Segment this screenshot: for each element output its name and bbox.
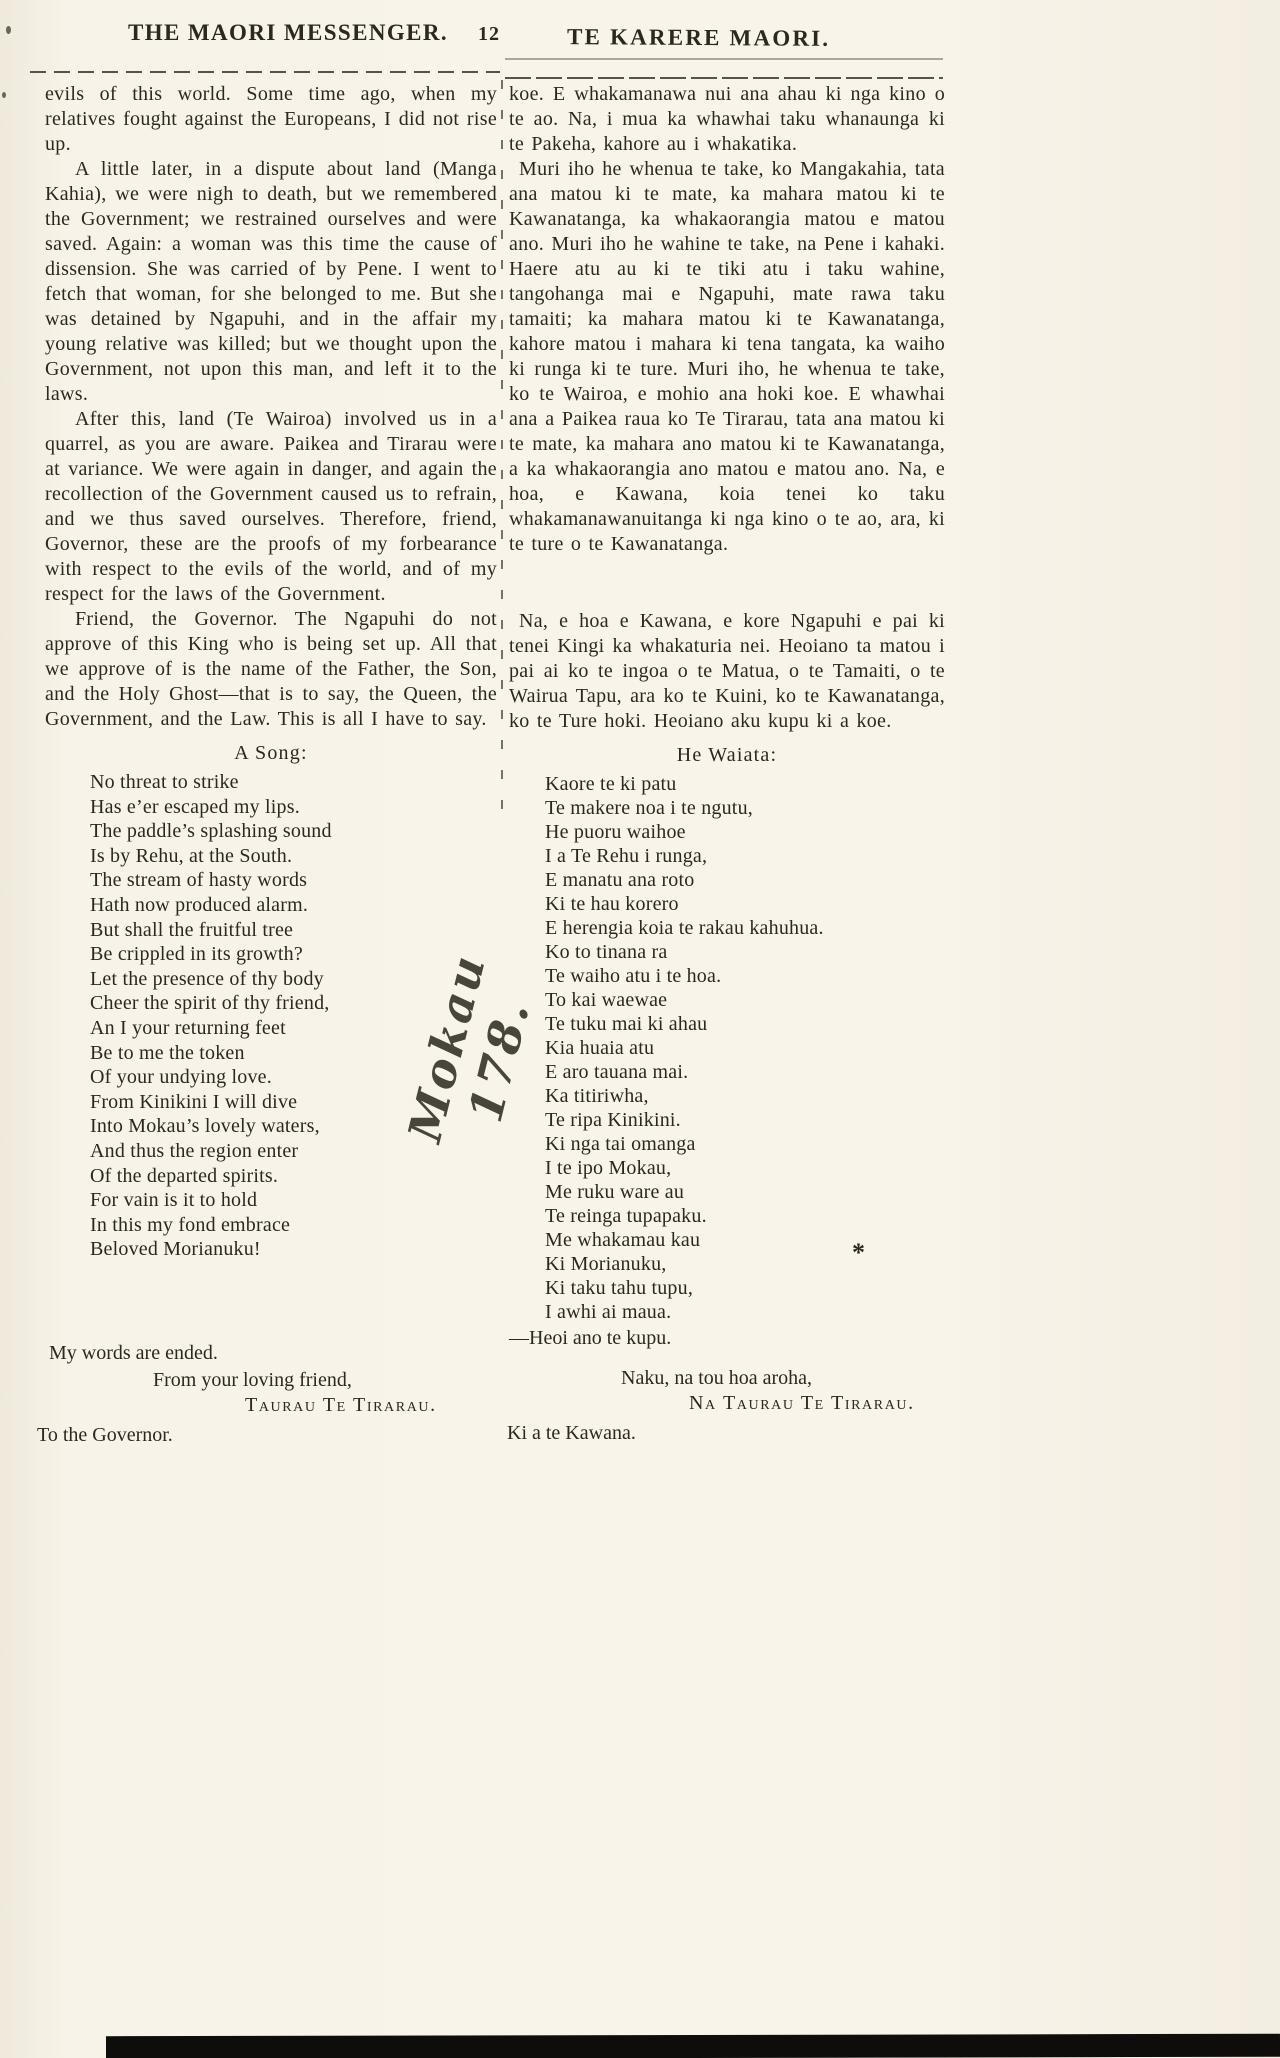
waiata-closing-line: —Heoi ano te kupu.: [509, 1327, 672, 1349]
poem-line: I awhi ai maua.: [545, 1301, 672, 1323]
song-poem: [90, 770, 497, 1262]
waiata-heading: He Waiata:: [676, 744, 778, 766]
header-rule-right: [505, 77, 943, 79]
right-signature: Na Taurau Te Tirarau.: [689, 1392, 915, 1414]
poem-line: I a Te Rehu i runga,: [545, 845, 708, 867]
poem-line: Me whakamau kau: [545, 1229, 701, 1251]
poem-line: Beloved Morianuku!: [90, 1238, 261, 1261]
poem-line: Let the presence of thy body: [90, 967, 324, 990]
poem-line: Into Mokau’s lovely waters,: [90, 1115, 320, 1138]
paragraph: A little later, in a dispute about land (Manga Kahia), we were nigh to death, but we remembered the Government; we restrained ourselves and were saved. Again: a woman was this time the cause of dissension. She was carried of by Pene. I went to fetch that woman, for she belonged to me. But she was detained by Ngapuhi, and in the affair my young relative was killed; but we thought upon the Government, not upon this man, and left it to the laws.: [45, 158, 497, 405]
poem-line: Te waiho atu i te hoa.: [545, 965, 722, 987]
left-closing: [37, 1340, 497, 1449]
left-signature: Taurau Te Tirarau.: [245, 1393, 437, 1416]
song-heading: A Song:: [234, 742, 308, 764]
signoff-addressee: Ki a te Kawana.: [507, 1422, 636, 1444]
poem-line: E manatu ana roto: [545, 869, 695, 891]
poem-line: Cheer the spirit of thy friend,: [90, 992, 330, 1015]
poem-line: The stream of hasty words: [90, 869, 308, 892]
poem-line: Of your undying love.: [90, 1066, 272, 1089]
poem-line: Kia huaia atu: [545, 1037, 655, 1059]
poem-line: E herengia koia te rakau kahuhua.: [545, 917, 824, 939]
poem-line: Ko to tinana ra: [545, 941, 668, 963]
poem-line: I te ipo Mokau,: [545, 1157, 672, 1179]
closing-from-friend: From your loving friend,: [153, 1368, 352, 1391]
poem-line: Be to me the token: [90, 1041, 245, 1064]
ink-mark-asterisk: *: [852, 1238, 865, 1267]
right-column: [509, 82, 945, 1447]
poem-line: No threat to strike: [90, 771, 239, 793]
poem-line: Te makere noa i te ngutu,: [545, 797, 753, 819]
poem-line: The paddle’s splashing sound: [90, 820, 332, 843]
closing-to-governor: To the Governor.: [37, 1423, 173, 1446]
right-closing: [509, 1364, 945, 1447]
poem-line: Ka titiriwha,: [545, 1085, 649, 1107]
paragraph: After this, land (Te Wairoa) involved us in a quarrel, as you are aware. Paikea and Tirarau were at variance. We were again in danger, and again the recollection of the Government caused us to refrain, and we thus saved ourselves. Therefore, friend, Governor, these are the proofs of my forbearance with respect to the evils of the world, and of my respect for the laws of the Government.: [45, 408, 497, 605]
closing-my-words: My words are ended.: [49, 1341, 218, 1364]
paragraph: Na, e hoa e Kawana, e kore Ngapuhi e pai ki tenei Kingi ka whakaturia nei. Heoiano ta matou i pai ai ko te ingoa o te Matua, o te Tamaiti, o te Wairua Tapu, ara ko te Kuini, ko te Kawanatanga, ko te Ture hoki. Heoiano aku kupu ki a koe.: [509, 610, 945, 732]
poem-line: Me ruku ware au: [545, 1181, 685, 1203]
poem-line: Is by Rehu, at the South.: [90, 844, 293, 867]
ink-speck: [2, 92, 6, 98]
ink-speck: [6, 26, 11, 34]
poem-line: In this my fond embrace: [90, 1213, 291, 1236]
poem-line: For vain is it to hold: [90, 1189, 258, 1212]
paragraph: Muri iho he whenua te take, ko Mangakahia, tata ana matou ki te mate, ka mahara matou ki te Kawanatanga, ka whakaorangia matou e matou ano. Muri iho he wahine te take, na Pene i kahaki. Haere atu au ki te tiki atu i taku wahine, tangohanga mai e Ngapuhi, mate rawa taku tamaiti; ka mahara matou ki te Kawanatanga, kahore matou i mahara ki tena tangata, ka waiho ki runga ki te ture. Muri iho, he whenua te take, ko te Wairoa, e mohio ana hoki koe. E whawhai ana a Paikea raua ko Te Tirarau, tata ana matou ki te mate, ka mahara ano matou ki te Kawanatanga, a ka whakaorangia ano matou e matou ano. Na, e hoa, e Kawana, koia tenei ko taku whakamanawanuitanga ki nga kino o te ao, ara, ki te ture o te Kawanatanga.: [509, 158, 945, 555]
waiata-poem: [545, 772, 945, 1324]
poem-line: Te ripa Kinikini.: [545, 1109, 681, 1131]
masthead-left: THE MAORI MESSENGER.: [128, 20, 449, 45]
left-paragraphs: [45, 82, 497, 732]
poem-line: E aro tauana mai.: [545, 1061, 689, 1083]
scan-edge-bar: [106, 2034, 1280, 2058]
poem-line: Ki taku tahu tupu,: [545, 1277, 694, 1299]
poem-line: Hath now produced alarm.: [90, 893, 309, 916]
poem-line: Of the departed spirits.: [90, 1164, 279, 1187]
paragraph: koe. E whakamanawa nui ana ahau ki nga kino o te ao. Na, i mua ka whawhai taku whanaunga ki te Pakeha, kahore au i whakatika.: [509, 83, 945, 155]
poem-line: Ki Morianuku,: [545, 1253, 667, 1275]
column-divider: [501, 80, 503, 830]
poem-line: Te tuku mai ki ahau: [545, 1013, 708, 1035]
poem-line: An I your returning feet: [90, 1016, 286, 1039]
masthead-right: TE KARERE MAORI.: [566, 24, 831, 51]
poem-line: Be crippled in its growth?: [90, 943, 303, 966]
poem-line: Te reinga tupapaku.: [545, 1205, 707, 1227]
poem-line: Ki nga tai omanga: [545, 1133, 696, 1155]
poem-line: He puoru waihoe: [545, 821, 686, 843]
poem-line: Ki te hau korero: [545, 893, 679, 915]
right-paragraphs: [509, 82, 945, 734]
poem-line: And thus the region enter: [90, 1139, 299, 1162]
poem-line: But shall the fruitful tree: [90, 918, 294, 941]
paragraph: evils of this world. Some time ago, when my relatives fought against the Europeans, I did not rise up.: [45, 83, 497, 155]
poem-line: From Kinikini I will dive: [90, 1090, 298, 1113]
poem-line: Has e’er escaped my lips.: [90, 795, 300, 818]
signoff-from-friend: Naku, na tou hoa aroha,: [621, 1367, 813, 1389]
poem-line: To kai waewae: [545, 989, 668, 1011]
header-rule-right-upper: [505, 58, 943, 60]
page-number: 12: [478, 23, 500, 45]
header-rule-left: [30, 71, 500, 73]
poem-line: Kaore te ki patu: [545, 773, 677, 795]
paragraph: Friend, the Governor. The Ngapuhi do not approve of this King who is being set up. All that we approve of is the name of the Father, the Son, and the Holy Ghost—that is to say, the Queen, the Government, and the Law. This is all I have to say.: [45, 608, 497, 730]
handwritten-annotation: Mokau 178.: [397, 947, 541, 1148]
left-column: [37, 82, 497, 1449]
